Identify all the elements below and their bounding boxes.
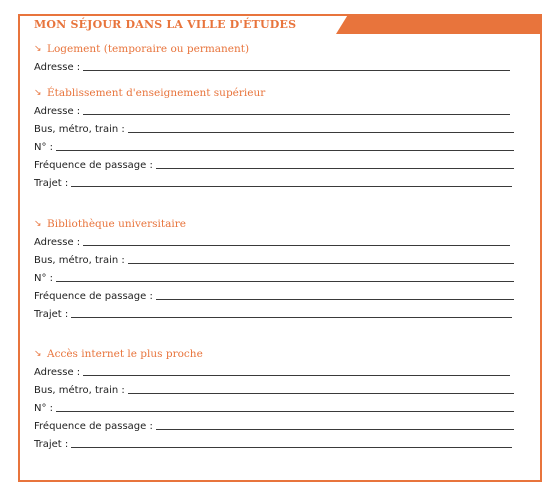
adresse-field[interactable] <box>34 56 510 74</box>
field-label: Adresse : <box>34 62 81 73</box>
field-label: Fréquence de passage : <box>34 291 153 302</box>
field-label: Trajet : <box>34 309 69 320</box>
field-line[interactable] <box>128 132 514 133</box>
field-line[interactable] <box>71 186 512 187</box>
field-line[interactable] <box>56 281 514 282</box>
trajet-field[interactable] <box>34 433 512 451</box>
section-heading <box>34 347 514 361</box>
section-logement <box>34 42 514 74</box>
field-label: Bus, métro, train : <box>34 124 125 135</box>
header-accent-band <box>336 14 542 34</box>
section-heading <box>34 42 514 56</box>
arrow-down-right-icon: ↘ <box>34 349 42 359</box>
numero-field[interactable] <box>34 397 514 415</box>
field-line[interactable] <box>83 114 510 115</box>
arrow-down-right-icon: ↘ <box>34 219 42 229</box>
field-line[interactable] <box>83 70 510 71</box>
numero-field[interactable] <box>34 267 514 285</box>
numero-field[interactable] <box>34 136 514 154</box>
section-bibliotheque <box>34 217 514 321</box>
field-label: N° : <box>34 142 54 153</box>
field-label: Trajet : <box>34 439 69 450</box>
field-label: Bus, métro, train : <box>34 385 125 396</box>
field-line[interactable] <box>156 429 514 430</box>
frequence-field[interactable] <box>34 415 514 433</box>
section-heading-text: Logement (temporaire ou permanent) <box>47 43 250 55</box>
field-label: Trajet : <box>34 178 69 189</box>
field-line[interactable] <box>71 317 512 318</box>
field-label: N° : <box>34 403 54 414</box>
field-label: N° : <box>34 273 54 284</box>
field-line[interactable] <box>83 375 510 376</box>
trajet-field[interactable] <box>34 303 512 321</box>
field-line[interactable] <box>156 168 514 169</box>
field-line[interactable] <box>156 299 514 300</box>
arrow-down-right-icon: ↘ <box>34 44 42 54</box>
section-acces-internet <box>34 347 514 451</box>
section-heading-text: Accès internet le plus proche <box>47 348 203 360</box>
form-title: MON SÉJOUR DANS LA VILLE D'ÉTUDES <box>34 18 297 31</box>
field-line[interactable] <box>56 411 514 412</box>
section-heading <box>34 86 514 100</box>
adresse-field[interactable] <box>34 100 510 118</box>
section-heading-text: Bibliothèque universitaire <box>47 218 186 230</box>
arrow-down-right-icon: ↘ <box>34 88 42 98</box>
transport-field[interactable] <box>34 249 514 267</box>
frequence-field[interactable] <box>34 154 514 172</box>
field-label: Fréquence de passage : <box>34 421 153 432</box>
field-line[interactable] <box>128 393 514 394</box>
field-label: Adresse : <box>34 237 81 248</box>
field-line[interactable] <box>128 263 514 264</box>
section-etablissement <box>34 86 514 190</box>
section-heading-text: Établissement d'enseignement supérieur <box>47 87 266 99</box>
field-label: Fréquence de passage : <box>34 160 153 171</box>
adresse-field[interactable] <box>34 231 510 249</box>
field-line[interactable] <box>71 447 512 448</box>
trajet-field[interactable] <box>34 172 512 190</box>
field-label: Adresse : <box>34 106 81 117</box>
transport-field[interactable] <box>34 118 514 136</box>
adresse-field[interactable] <box>34 361 510 379</box>
field-line[interactable] <box>56 150 514 151</box>
frequence-field[interactable] <box>34 285 514 303</box>
field-label: Bus, métro, train : <box>34 255 125 266</box>
section-heading <box>34 217 514 231</box>
field-label: Adresse : <box>34 367 81 378</box>
transport-field[interactable] <box>34 379 514 397</box>
field-line[interactable] <box>83 245 510 246</box>
